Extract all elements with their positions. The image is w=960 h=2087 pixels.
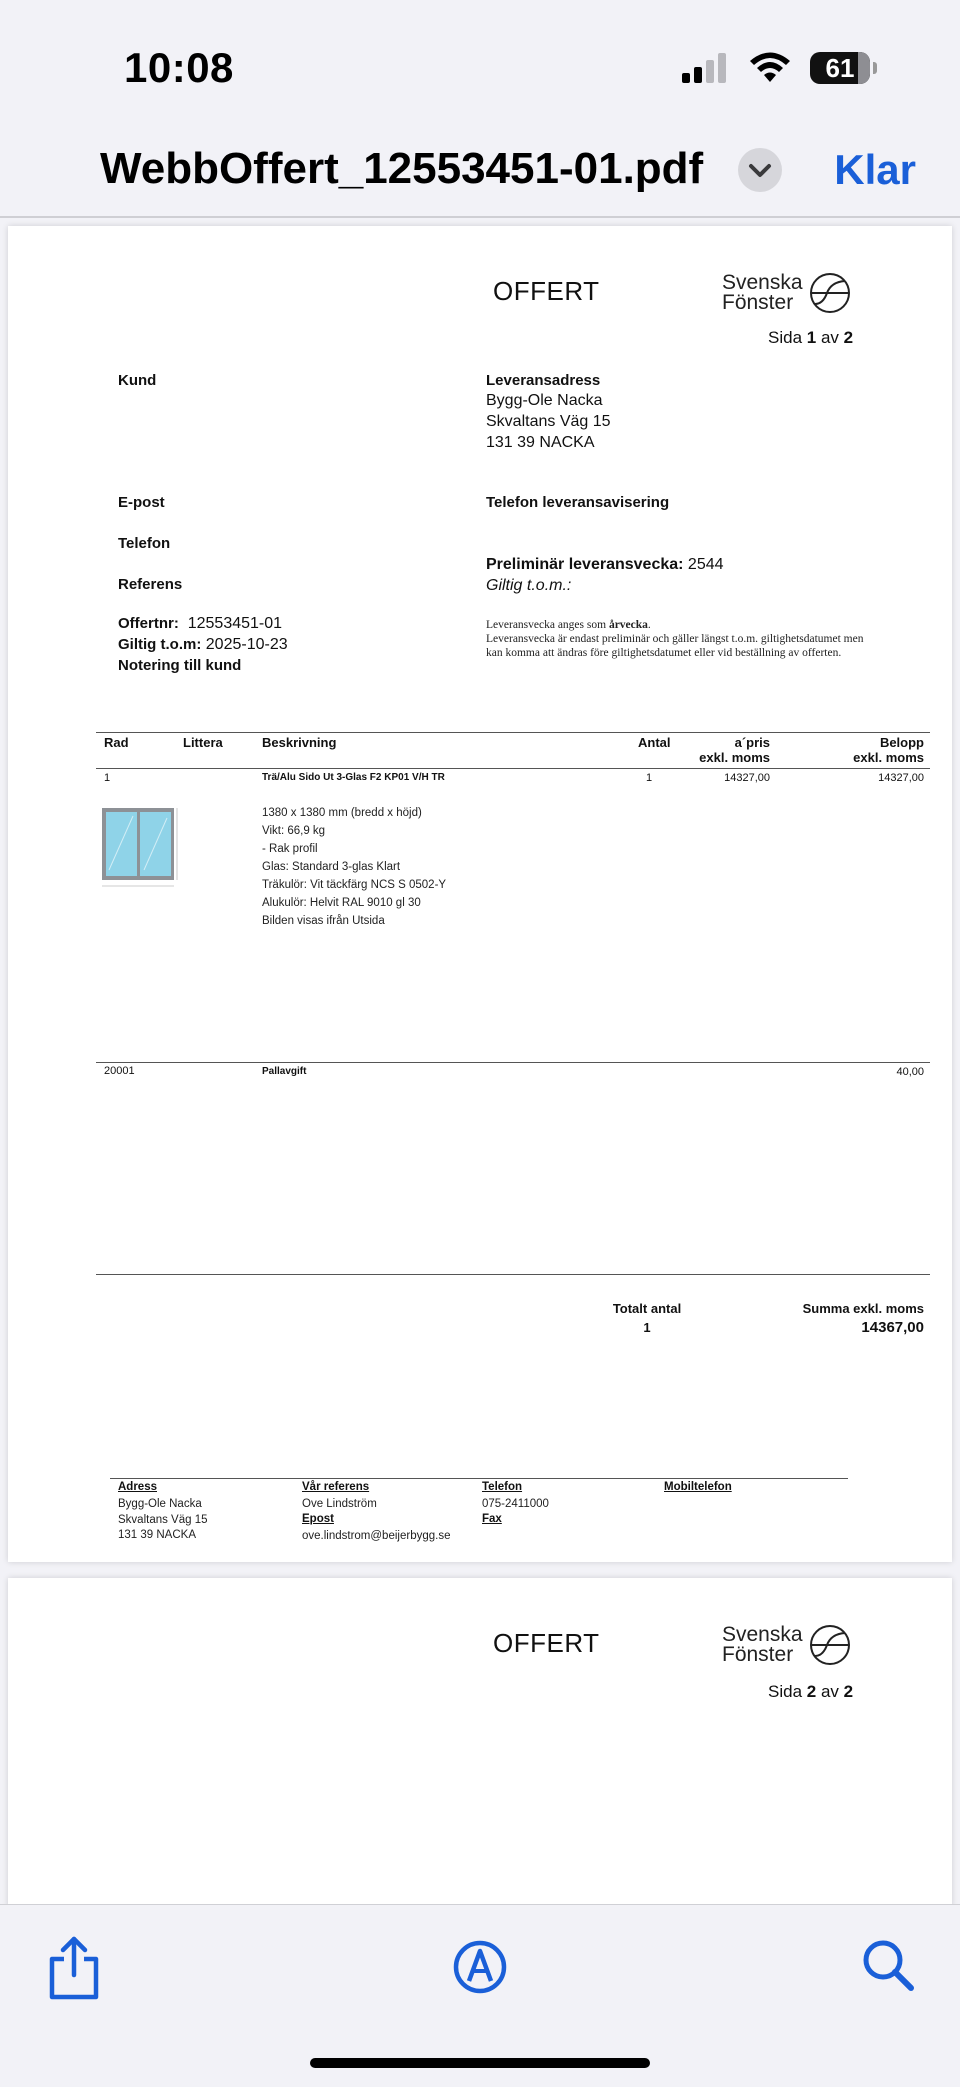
footer-mobil-label: Mobiltelefon xyxy=(664,1481,732,1493)
page-indicator: Sida 1 av 2 xyxy=(768,328,854,347)
battery-indicator xyxy=(810,52,870,84)
row-belopp: 14327,00 xyxy=(878,772,924,784)
logo-line-2: Fönster xyxy=(722,291,794,314)
window-image xyxy=(100,804,182,894)
logo-mark-icon xyxy=(809,272,851,314)
footer-epost: ove.lindstrom@beijerbygg.se xyxy=(302,1530,451,1542)
logo-mark-icon xyxy=(809,1624,851,1666)
status-icons xyxy=(682,52,870,84)
share-button[interactable] xyxy=(44,1935,104,2006)
cellular-signal-icon xyxy=(682,53,730,83)
page-heading: OFFERT xyxy=(493,276,600,306)
epost-label: E-post xyxy=(118,494,165,511)
summa-value: 14367,00 xyxy=(861,1319,924,1336)
page-heading: OFFERT xyxy=(493,1628,600,1658)
pdf-page-1 xyxy=(8,226,952,1562)
row-details: 1380 x 1380 mm (bredd x höjd) Vikt: 66,9 kg - Rak profil Glas: Standard 3-glas Klart Träkulör: Vit täckfärg NCS S 0502-Y Alukulör: Helvit RAL 9010 gl 30 Bilden visas ifrån Utsida xyxy=(262,807,447,927)
col-beskrivning: Beskrivning xyxy=(262,735,337,750)
totalt-antal-label: Totalt antal xyxy=(612,1301,682,1316)
leveransvecka-note: Leveransvecka anges som årvecka. Leveransvecka är endast preliminär och gäller längst t.o.m. giltighetsdatumet men kan komma att ändras före giltighetsdatumet eller vid beställning av offerten. xyxy=(486,619,864,659)
leveransadress-label: Leveransadress xyxy=(486,372,601,389)
telefon-leverans-label: Telefon leveransavisering xyxy=(486,494,670,511)
logo-line-2: Fönster xyxy=(722,1643,794,1666)
preliminar-leveransvecka: Preliminär leveransvecka: 2544 xyxy=(486,556,724,573)
home-indicator xyxy=(310,2058,650,2068)
kund-label: Kund xyxy=(118,372,157,389)
search-button[interactable] xyxy=(860,1937,916,1998)
referens-label: Referens xyxy=(118,576,183,593)
col-rad: Rad xyxy=(104,735,129,750)
row-rad: 1 xyxy=(104,772,111,784)
page-indicator: Sida 2 av 2 xyxy=(768,1682,854,1701)
row-beskrivning: Trä/Alu Sido Ut 3-Glas F2 KP01 V/H TR xyxy=(262,772,445,783)
search-icon xyxy=(860,1937,916,1993)
nav-bar xyxy=(0,120,960,218)
status-time: 10:08 xyxy=(124,44,234,91)
markup-icon xyxy=(452,1939,508,1995)
row-rad: 20001 xyxy=(104,1065,135,1077)
leveransadress-line: Skvaltans Väg 15 xyxy=(486,413,611,430)
totalt-antal-value: 1 xyxy=(643,1320,651,1335)
share-icon xyxy=(44,1935,104,2001)
battery-level: 61 xyxy=(825,53,855,83)
logo-line-1: Svenska xyxy=(722,271,803,294)
leveransadress-line: Bygg-Ole Nacka xyxy=(486,392,603,409)
col-antal: Antal xyxy=(638,735,671,750)
row-apris: 14327,00 xyxy=(724,772,770,784)
footer-fax-label: Fax xyxy=(482,1513,502,1525)
summa-label: Summa exkl. moms xyxy=(802,1301,924,1316)
logo-line-1: Svenska xyxy=(722,1623,803,1646)
row-antal: 1 xyxy=(646,772,653,784)
offertnr: Offertnr: 12553451-01 xyxy=(118,615,283,632)
done-button[interactable]: Klar xyxy=(834,146,916,193)
col-apris: a´pris exkl. moms xyxy=(699,735,770,765)
row-belopp: 40,00 xyxy=(896,1066,924,1078)
markup-button[interactable] xyxy=(452,1939,508,2000)
footer-var-referens-label: Vår referens xyxy=(302,1481,370,1493)
footer-epost-label: Epost xyxy=(302,1513,334,1525)
status-bar xyxy=(0,0,960,120)
footer-telefon-label: Telefon xyxy=(482,1481,523,1493)
company-logo xyxy=(722,272,851,314)
company-logo xyxy=(722,1624,851,1666)
document-title[interactable]: WebbOffert_12553451-01.pdf xyxy=(100,144,704,193)
giltig-label-italic: Giltig t.o.m.: xyxy=(486,577,572,594)
footer-adress: Bygg-Ole Nacka Skvaltans Väg 15 131 39 NACKA xyxy=(118,1498,208,1541)
footer-telefon: 075-2411000 xyxy=(482,1498,549,1510)
pdf-page-2 xyxy=(8,1578,952,1908)
giltig-tom: Giltig t.o.m: 2025-10-23 xyxy=(118,636,288,653)
footer-adress-label: Adress xyxy=(118,1481,157,1493)
telefon-label: Telefon xyxy=(118,535,171,552)
footer-var-referens: Ove Lindström xyxy=(302,1498,377,1510)
leveransadress-line: 131 39 NACKA xyxy=(486,434,595,451)
col-belopp: Belopp exkl. moms xyxy=(853,735,924,765)
chevron-down-icon xyxy=(738,148,782,192)
row-beskrivning: Pallavgift xyxy=(262,1066,307,1077)
title-menu-button[interactable] xyxy=(738,148,782,192)
wifi-icon xyxy=(748,52,792,84)
col-littera: Littera xyxy=(183,735,223,750)
notering-label: Notering till kund xyxy=(118,657,242,674)
